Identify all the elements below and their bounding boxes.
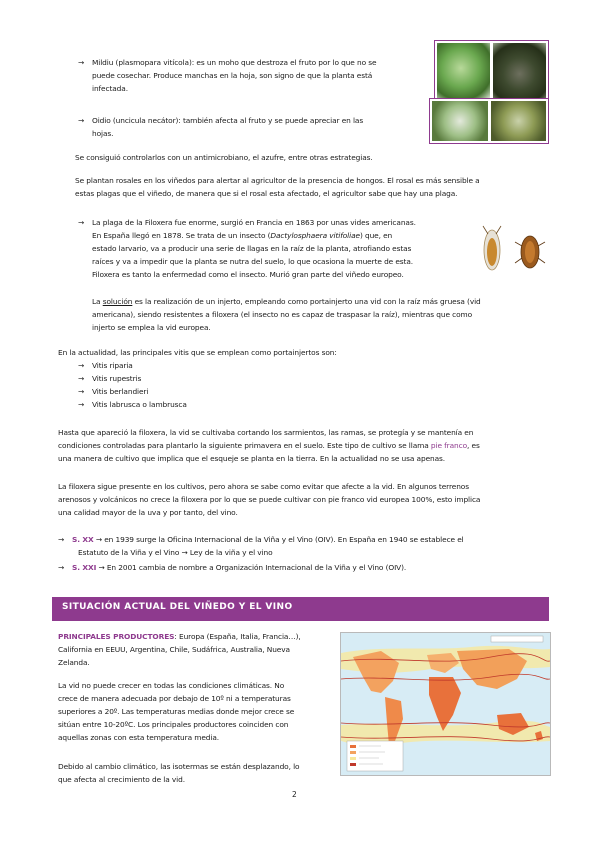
filoxera-insect-illustration bbox=[474, 220, 554, 280]
siglo-xxi-label: S. XXI bbox=[72, 563, 97, 572]
p-cambio bbox=[58, 760, 333, 786]
arrow-icon: → bbox=[78, 374, 85, 383]
filoxera-line3: estado larvario, va a producir una serie de llagas en la raíz de la planta, atrofiando estas bbox=[92, 244, 412, 253]
larva-insect-icon bbox=[515, 236, 545, 268]
filoxera-presente-line2: arenosos y volcánicos no crece la filoxera por lo que se puede cultivar con pie franco vid europea 100%, esto implica bbox=[58, 495, 481, 504]
solucion-line3: injerto se emplea la vid europea. bbox=[92, 323, 211, 332]
siglo-xx-item bbox=[58, 533, 548, 559]
p-roses-line1: Se plantan rosales en los viñedos para alertar al agricultor de la presencia de hongos. El rosal es más sensible a bbox=[75, 176, 480, 185]
solucion-pre: La bbox=[92, 297, 103, 306]
filoxera-line2a: En España llegó en 1878. Se trata de un insecto ( bbox=[92, 231, 271, 240]
oidio-line2: hojas. bbox=[92, 129, 114, 138]
arrow-icon: → bbox=[95, 535, 102, 544]
cambio-line2: que afecta al crecimiento de la vid. bbox=[58, 775, 185, 784]
arrow-icon: → bbox=[78, 387, 85, 396]
oidio-line1: Oidio (uncicula necátor): también afecta al fruto y se puede apreciar en las bbox=[92, 116, 364, 125]
clima-line5: aquellas zonas con esta temperatura media. bbox=[58, 733, 220, 742]
siglo-xx-line2a: Estatuto de la Viña y el Vino bbox=[78, 548, 180, 557]
cambio-line1: Debido al cambio climático, las isotermas se están desplazando, lo bbox=[58, 762, 300, 771]
winged-insect-icon bbox=[483, 226, 501, 270]
clima-line1: La vid no puede crecer en todas las condiciones climáticas. No bbox=[58, 681, 285, 690]
list-item: → Vitis riparia bbox=[78, 361, 133, 370]
filoxera-item bbox=[78, 216, 473, 281]
arrow-icon: → bbox=[78, 400, 85, 409]
filoxera-presente-line3: una calidad mayor de la uva y por tanto, del vino. bbox=[58, 508, 238, 517]
world-viticulture-map bbox=[340, 632, 551, 776]
list-item: → Vitis berlandieri bbox=[78, 387, 149, 396]
pie-franco-line3: una manera de cultivo que implica que el esqueje se planta en la tierra. En la actualidad no se usa apenas. bbox=[58, 454, 446, 463]
pie-franco-term: pie franco bbox=[430, 441, 467, 450]
clima-line3: superiores a 20º. Las temperaturas medias donde mejor crece se bbox=[58, 707, 295, 716]
oidio-leaf-photo bbox=[432, 101, 488, 141]
mildiu-leaf-photo bbox=[437, 43, 490, 99]
mildiu-line2: puede cosechar. Produce manchas en la hoja, son signo de que la planta está bbox=[92, 71, 373, 80]
solucion-line2: americana), siendo resistentes a filoxera (el insecto no es capaz de traspasar la raíz), mientras que como bbox=[92, 310, 473, 319]
map-title-box bbox=[491, 636, 543, 642]
vitis-list bbox=[78, 359, 187, 411]
arrow-icon: → bbox=[98, 563, 105, 572]
mildiu-grape-photo bbox=[493, 43, 546, 99]
siglo-xxi-line1: En 2001 cambia de nombre a Organización Internacional de la Viña y el Vino (OIV). bbox=[106, 563, 407, 572]
productores-line2: California en EEUU, Argentina, Chile, Sudáfrica, Australia, Nueva bbox=[58, 645, 290, 654]
oidio-item bbox=[78, 114, 423, 140]
clima-line4: sitúan entre 10-20ºC. Los principales productores coinciden con bbox=[58, 720, 289, 729]
filoxera-line4: raíces y va a impedir que la planta se nutra del suelo, lo que ocasiona la muerte de esta. bbox=[92, 257, 414, 266]
pie-franco-line1: Hasta que apareció la filoxera, la vid se cultivaba cortando los sarmientos, las ramas, se protegía y se mantenía en bbox=[58, 428, 474, 437]
mildiu-line3: infectada. bbox=[92, 84, 128, 93]
arrow-icon: → bbox=[78, 116, 85, 125]
section-title: SITUACIÓN ACTUAL DEL VIÑEDO Y EL VINO bbox=[62, 602, 293, 612]
filoxera-line2b: ) que, en bbox=[359, 231, 393, 240]
portainjertos-intro: En la actualidad, las principales vitis que se emplean como portainjertos son: bbox=[58, 348, 337, 357]
arrow-icon: → bbox=[181, 548, 188, 557]
solucion-link[interactable]: solución bbox=[102, 297, 133, 306]
siglo-xx-line2b: Ley de la viña y el vino bbox=[189, 548, 273, 557]
p-pie-franco bbox=[58, 426, 548, 465]
arrow-icon: → bbox=[58, 563, 65, 572]
filoxera-presente-line1: La filoxera sigue presente en los cultivos, pero ahora se sabe como evitar que afecte a la vid. En algunos terrenos bbox=[58, 482, 469, 491]
clima-line2: crece de manera adecuada por debajo de 10º ni a temperaturas bbox=[58, 694, 291, 703]
solucion-line1: es la realización de un injerto, empleando como portainjerto una vid con la raíz más gruesa (vid bbox=[132, 297, 481, 306]
p-roses bbox=[75, 174, 545, 200]
productores-line3: Zelanda. bbox=[58, 658, 90, 667]
siglo-xx-line1: en 1939 surge la Oficina Internacional de la Viña y el Vino (OIV). En España en 1940 se establece el bbox=[104, 535, 464, 544]
pie-franco-line2b: , es bbox=[467, 441, 480, 450]
productores-label: PRINCIPALES PRODUCTORES bbox=[58, 632, 175, 641]
arrow-icon: → bbox=[58, 535, 65, 544]
pie-franco-line2a: condiciones controladas para plantarlo la siguiente primavera en el suelo. Este tipo de cultivo se llama bbox=[58, 441, 431, 450]
mildiu-item bbox=[78, 56, 428, 95]
filoxera-line1: La plaga de la Filoxera fue enorme, surgió en Francia en 1863 por unas vides americanas. bbox=[92, 218, 416, 227]
section-header bbox=[52, 597, 549, 621]
p-productores bbox=[58, 630, 333, 669]
filoxera-species: Dactylosphaera vitifoliae bbox=[270, 231, 360, 240]
oidio-grape-photo bbox=[491, 101, 547, 141]
p-controlled: Se consiguió controlarlos con un antimicrobiano, el azufre, entre otras estrategias. bbox=[75, 153, 373, 162]
p-filoxera-presente bbox=[58, 480, 548, 519]
page-number: 2 bbox=[292, 790, 297, 799]
p-clima bbox=[58, 679, 333, 744]
siglo-xxi-item bbox=[58, 561, 548, 574]
list-item: → Vitis labrusca o lambrusca bbox=[78, 400, 187, 409]
mildiu-line1: Mildiu (plasmopara vitícola): es un moho que destroza el fruto por lo que no se bbox=[92, 58, 377, 67]
arrow-icon: → bbox=[78, 218, 85, 227]
siglo-xx-label: S. XX bbox=[72, 535, 94, 544]
oidio-photos bbox=[429, 98, 549, 144]
arrow-icon: → bbox=[78, 58, 85, 67]
arrow-icon: → bbox=[78, 361, 85, 370]
mildiu-photos bbox=[434, 40, 549, 102]
p-solucion bbox=[92, 295, 547, 334]
productores-line1: : Europa (España, Italia, Francia…), bbox=[174, 632, 301, 641]
filoxera-line5: Filoxera es tanto la enfermedad como el insecto. Murió gran parte del viñedo europeo. bbox=[92, 270, 404, 279]
list-item: → Vitis rupestris bbox=[78, 374, 142, 383]
p-roses-line2: estas plagas que el viñedo, de manera que si el rosal esta afectado, el agricultor sabe que hay una plaga. bbox=[75, 189, 458, 198]
